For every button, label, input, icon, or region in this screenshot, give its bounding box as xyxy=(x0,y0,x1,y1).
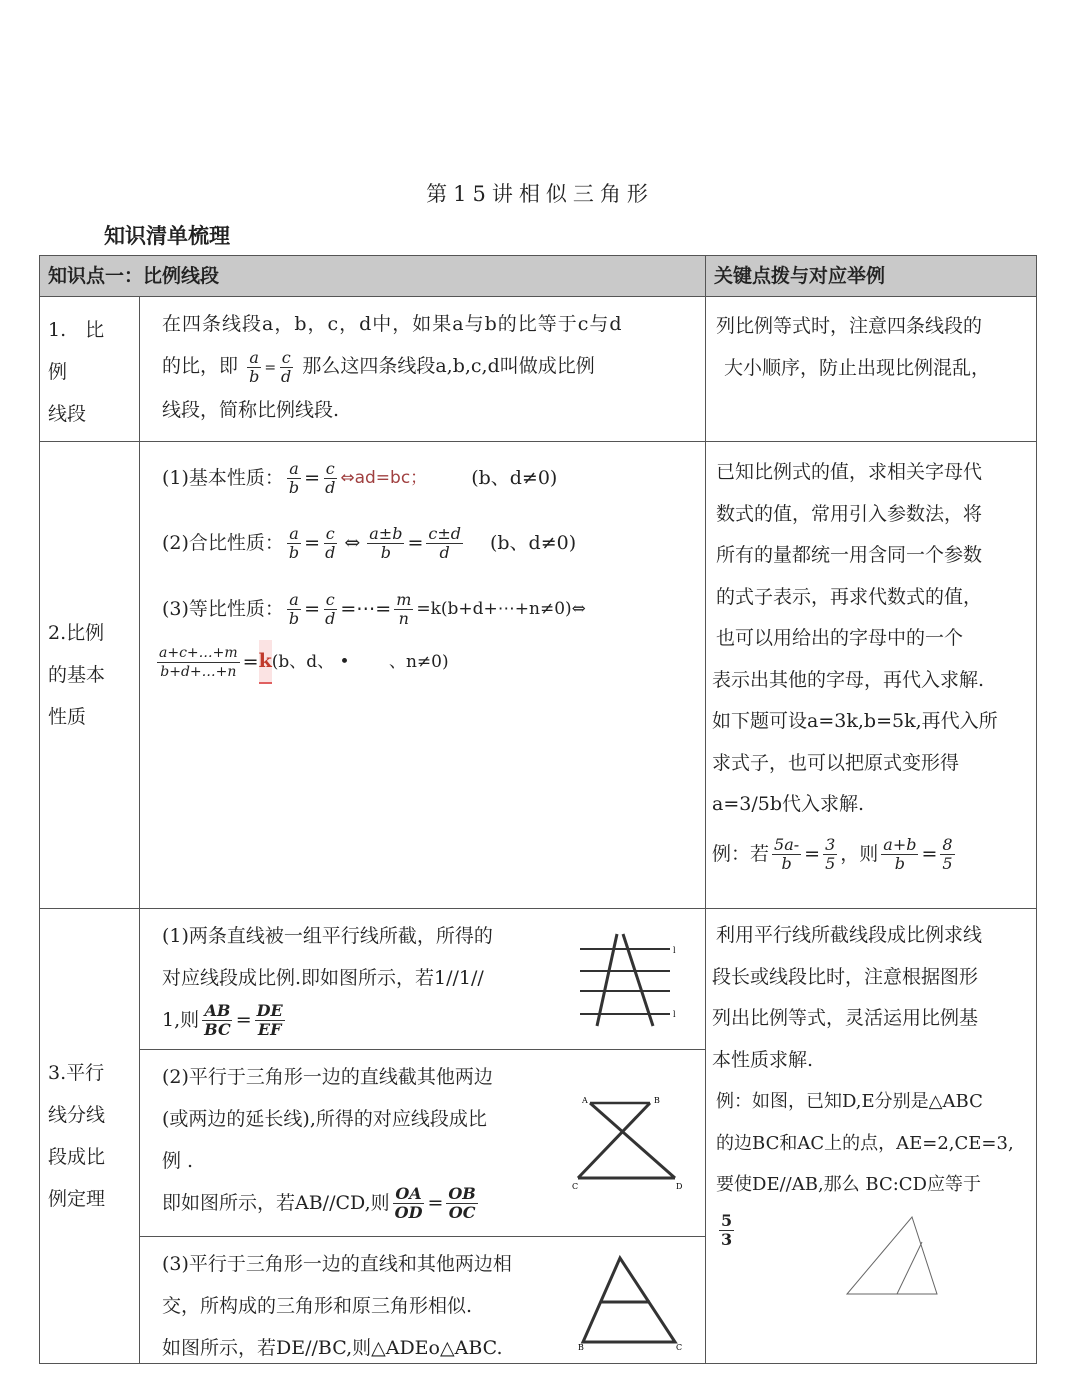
row1-text-b-line: 的比，即 $\frac{a}{b}$ = $\frac{c}{d}$ 那么这四条线段a,b,c,d叫做成比例 xyxy=(162,347,595,386)
example-triangle-figure xyxy=(837,1212,957,1302)
row2-content xyxy=(140,442,706,909)
table-row xyxy=(40,909,1037,1364)
label-d: D xyxy=(676,1182,683,1191)
row1-text-d: 线段，简称比例线段. xyxy=(162,399,340,421)
row1-text-a: 在四条线段a，b，c，d中，如果a与b的比等于c与d xyxy=(162,313,623,335)
row1-label: 1. 比 例 线段 xyxy=(40,297,140,442)
theorem-2: (2)平行于三角形一边的直线截其他两边 (或两边的延长线),所得的对应线段成比 例 . 即如图所示，若AB//CD,则 $\frac{OA}{OD}$ = $\frac{OB}{OC}$ A B C D xyxy=(140,1050,705,1237)
hourglass-figure xyxy=(555,1050,705,1236)
label-b: B xyxy=(654,1096,660,1105)
label-a: A xyxy=(582,1096,588,1105)
answer-fraction: $\frac{5}{3}$ xyxy=(716,1212,1030,1302)
label-l: l xyxy=(673,946,676,955)
row3-content xyxy=(140,909,706,1364)
row1-content xyxy=(140,297,706,442)
row2-example: 例：若 $\frac{5a-}{b}$ = $\frac{3}{5}$ ，则 $\frac{a+b}{b}$ = $\frac{8}{5}$ xyxy=(712,835,953,873)
header-col1: 知识点一：比例线段 xyxy=(40,256,706,297)
svg-text:C: C xyxy=(676,1343,683,1350)
row1-tip: 列比例等式时，注意四条线段的 大小顺序，防止出现比例混乱， xyxy=(706,297,1037,442)
similar-triangle-figure xyxy=(555,1237,705,1363)
row3-tip: 利用平行线所截线段成比例求线 段长或线段比时，注意根据图形 列出比例等式，灵活运用比例基 本性质求解. 例：如图，已知D,E分别是△ABC 的边BC和AC上的点，AE=2,CE=3, 要使DE//AB,那么 BC:CD应等于 $\frac{5}{3}$ xyxy=(706,909,1037,1364)
row2-label: 2.比例 的基本 性质 xyxy=(40,442,140,909)
theorem-3: (3)平行于三角形一边的直线和其他两边相 交，所构成的三角形和原三角形相似. 如图所示，若DE//BC,则△ADEo△ABC. B C xyxy=(140,1237,705,1363)
svg-text:l: l xyxy=(673,1010,676,1019)
basic-property: (1)基本性质： $\frac{a}{b}$ = $\frac{c}{d}$ ⇔ad=bc； (b、d≠0) xyxy=(162,458,558,497)
header-col2: 关键点拨与对应举例 xyxy=(706,256,1037,297)
row2-tip: 已知比例式的值，求相关字母代 数式的值，常用引入参数法，将 所有的量都统一用含同一个参数 的式子表示，再求代数式的值， 也可以用给出的字母中的一个 表示出其他的字母，再代入求解. 如下题可设a=3k,b=5k,再代入所 求式子，也可以把原式变形得 a=3/5b代入求解. 例：若 $\frac{5a-}{b}$ = $\frac{3}{5}$ ，则 $\frac{a+b}{b}$ = $\frac{8}{5}$ xyxy=(706,442,1037,909)
svg-text:B: B xyxy=(578,1343,584,1350)
table-row xyxy=(40,297,1037,442)
table-header xyxy=(40,256,1037,297)
equal-ratio-property: (3)等比性质： $\frac{a}{b}$ = $\frac{c}{d}$ =⋯= $\frac{m}{n}$ =k(b+d+⋯+n≠0)⇔ xyxy=(162,589,586,628)
knowledge-table xyxy=(39,255,1037,1364)
label-c: C xyxy=(572,1182,579,1191)
sum-property: (2)合比性质： $\frac{a}{b}$ = $\frac{c}{d}$ ⇔ $\frac{a\pm b}{b}$ = $\frac{c\pm d}{d}$ (b、d≠0) xyxy=(162,523,577,562)
section-title: 知识清单梳理 xyxy=(104,224,230,248)
row3-label: 3.平行 线分线 段成比 例定理 xyxy=(40,909,140,1364)
equal-ratio-result: $\frac{a+c+\dots+m}{b+d+\dots+n}$ = k (b、d、 • 、n≠0) xyxy=(154,642,689,682)
theorem-1: (1)两条直线被一组平行线所截，所得的 对应线段成比例.即如图所示，若1//1// 1,则 $\frac{AB}{BC}$ = $\frac{DE}{EF}$ l l xyxy=(140,909,705,1050)
table-row xyxy=(40,442,1037,909)
ratio-fraction: $\frac{a}{b}$ xyxy=(249,347,260,386)
page-title: 第15讲相似三角形 xyxy=(426,182,654,206)
parallel-lines-figure xyxy=(555,909,705,1049)
